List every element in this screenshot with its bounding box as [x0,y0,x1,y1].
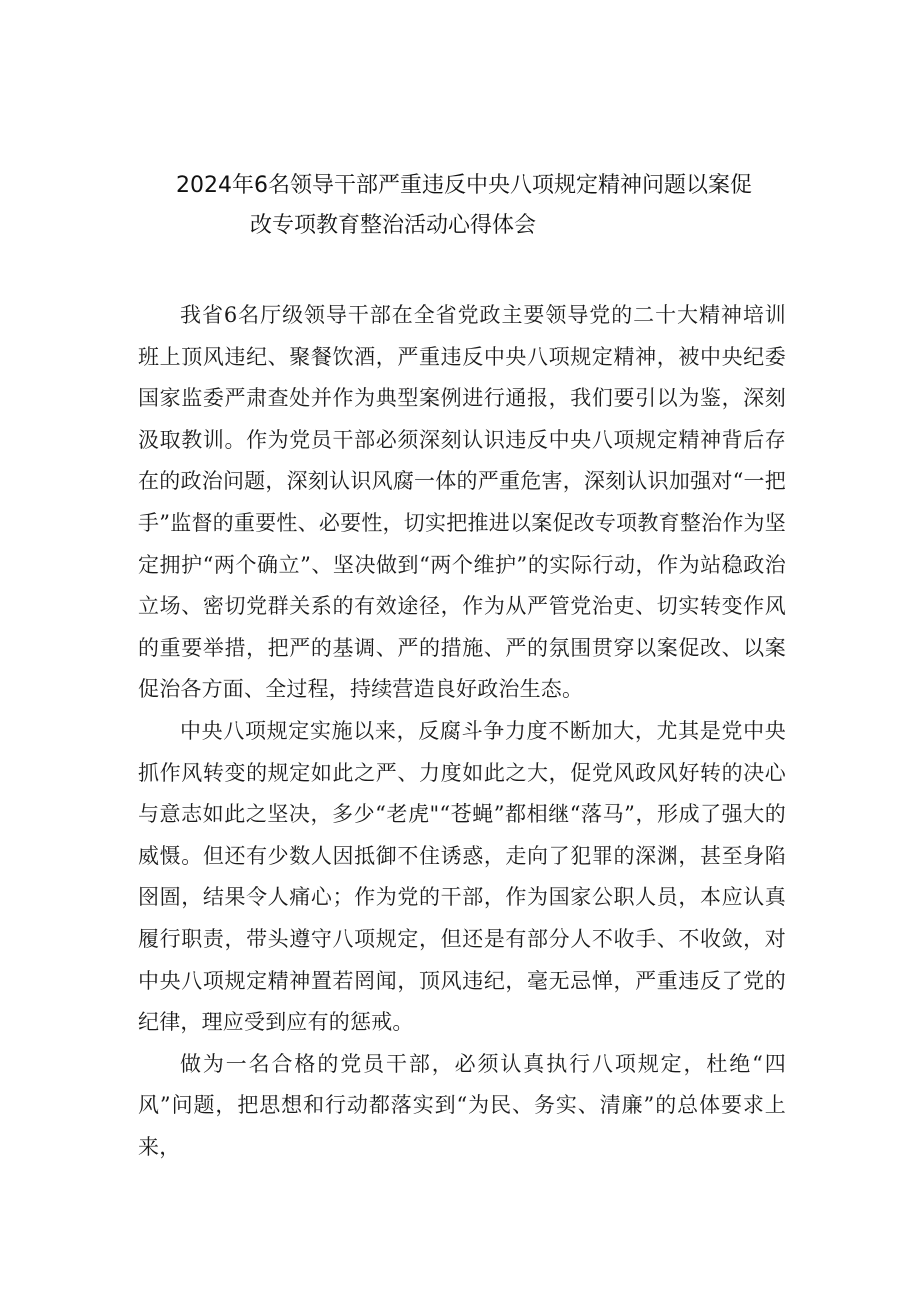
paragraph-1: 我省6名厅级领导干部在全省党政主要领导党的二十大精神培训班上顶风违纪、聚餐饮酒，严重违反中央八项规定精神，被中央纪委国家监委严肃查处并作为典型案例进行通报，我们要引以为鉴，深刻汲取教训。作为党员干部必须深刻认识违反中央八项规定精神背后存在的政治问题，深刻认识风腐一体的严重危害，深刻认识加强对“一把手”监督的重要性、必要性，切实把推进以案促改专项教育整治作为坚定拥护“两个确立”、坚决做到“两个维护”的实际行动，作为站稳政治立场、密切党群关系的有效途径，作为从严管党治吏、切实转变作风的重要举措，把严的基调、严的措施、严的氛围贯穿以案促改、以案促治各方面、全过程，持续营造良好政治生态。 [138,303,786,702]
document-body [138,295,786,1168]
paragraph-2: 中央八项规定实施以来，反腐斗争力度不断加大，尤其是党中央抓作风转变的规定如此之严、力度如此之大，促党风政风好转的决心与意志如此之坚决，多少“老虎"“苍蝇”都相继“落马”，形成了强大的威慑。但还有少数人因抵御不住诱惑，走向了犯罪的深渊，甚至身陷囹圄，结果令人痛心；作为党的干部，作为国家公职人员，本应认真履行职责，带头遵守八项规定，但还是有部分人不收手、不收敛，对中央八项规定精神置若罔闻，顶风违纪，毫无忌惮，严重违反了党的纪律，理应受到应有的惩戒。 [138,718,786,1035]
title-line-1: 2024年6名领导干部严重违反中央八项规定精神问题以案促 [176,173,752,198]
paragraph-3: 做为一名合格的党员干部，必须认真执行八项规定，杜绝“四风”问题，把思想和行动都落实到“为民、务实、清廉”的总体要求上来， [138,1051,786,1159]
document-title [140,166,800,246]
title-line-2: 改专项教育整治活动心得体会 [250,213,537,238]
